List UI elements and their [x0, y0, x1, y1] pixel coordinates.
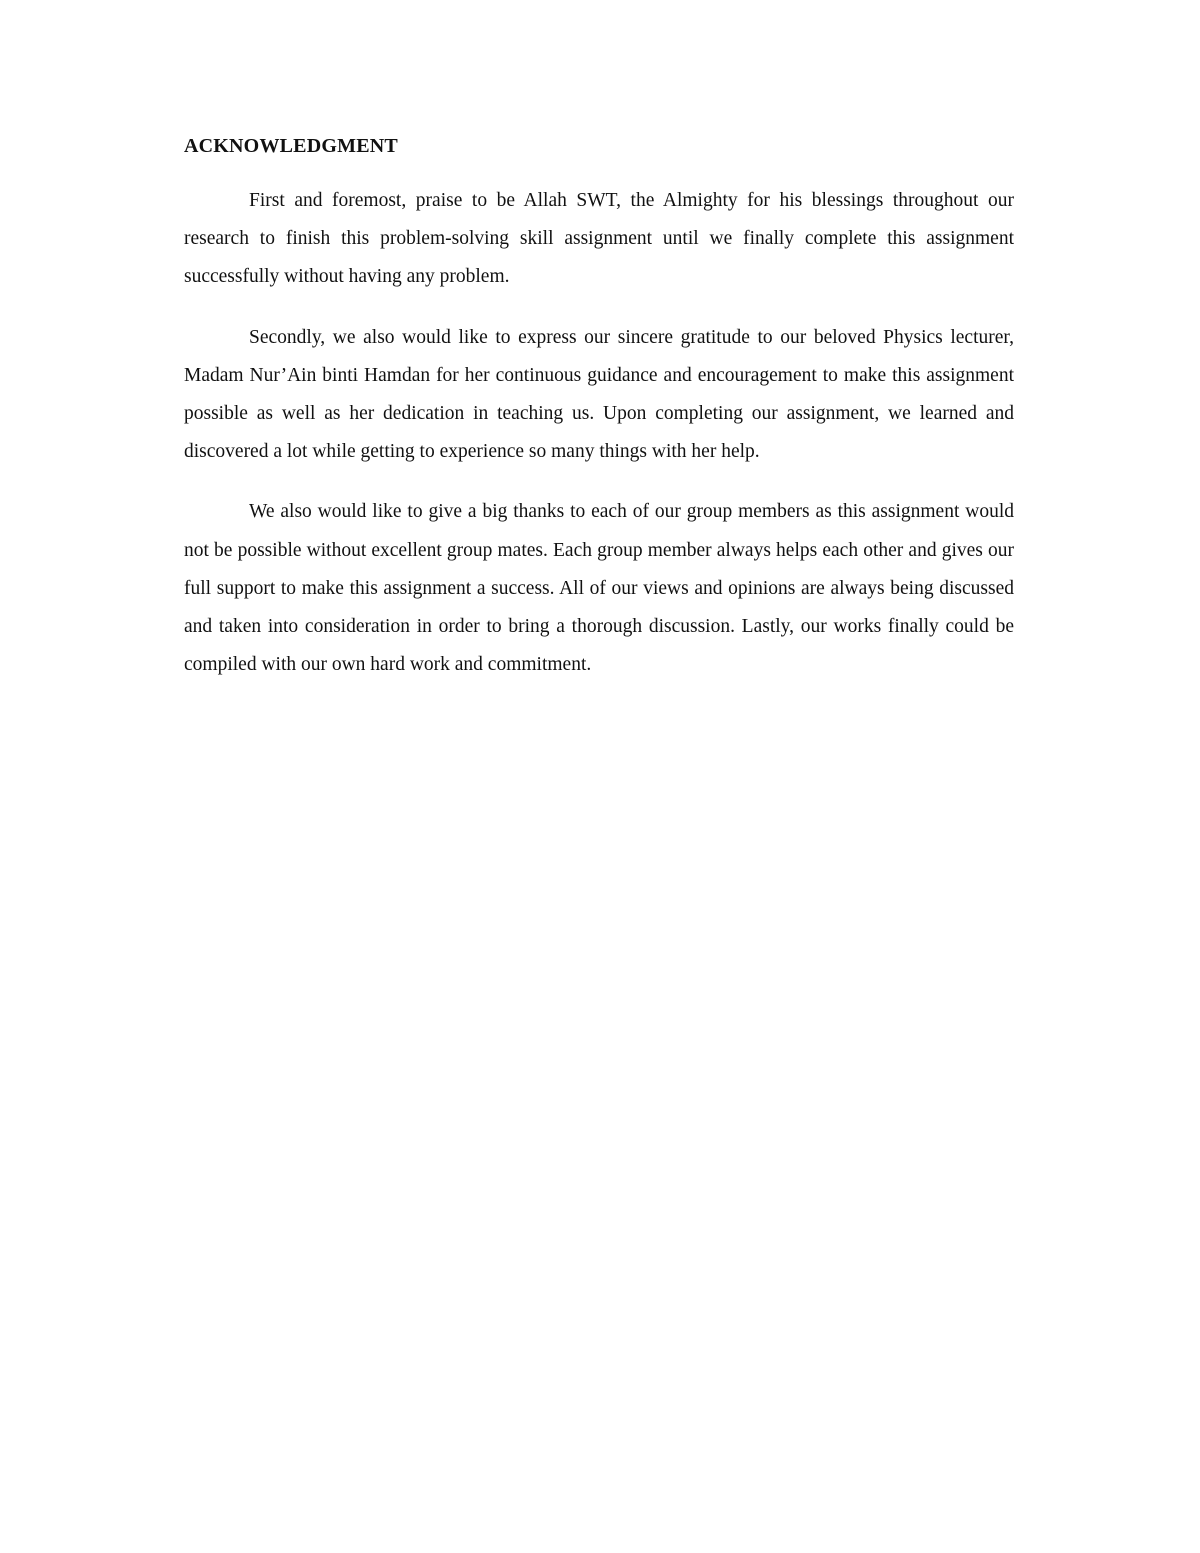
paragraph-blessings: First and foremost, praise to be Allah SWT, the Almighty for his blessings throughout our research to finish this problem-solving skill assignment until we finally complete this assignment successfully without having any problem. — [184, 190, 1014, 288]
paragraph-group-thanks: We also would like to give a big thanks to each of our group members as this assignment would not be possible without excellent group mates. Each group member always helps each other and gives our full support to make this assignment a success. All of our views and opinions are always being discussed and taken into consideration in order to bring a thorough discussion. Lastly, our works finally could be compiled with our own hard work and commitment. — [184, 501, 1014, 676]
document-body — [184, 132, 1014, 706]
page-title: ACKNOWLEDGMENT — [184, 135, 398, 157]
paragraph-lecturer-gratitude: Secondly, we also would like to express our sincere gratitude to our beloved Physics lecturer, Madam Nur’Ain binti Hamdan for her continuous guidance and encouragement to make this assignment possible as well as her dedication in teaching us. Upon completing our assignment, we learned and discovered a lot while getting to experience so many things with her help. — [184, 326, 1014, 463]
